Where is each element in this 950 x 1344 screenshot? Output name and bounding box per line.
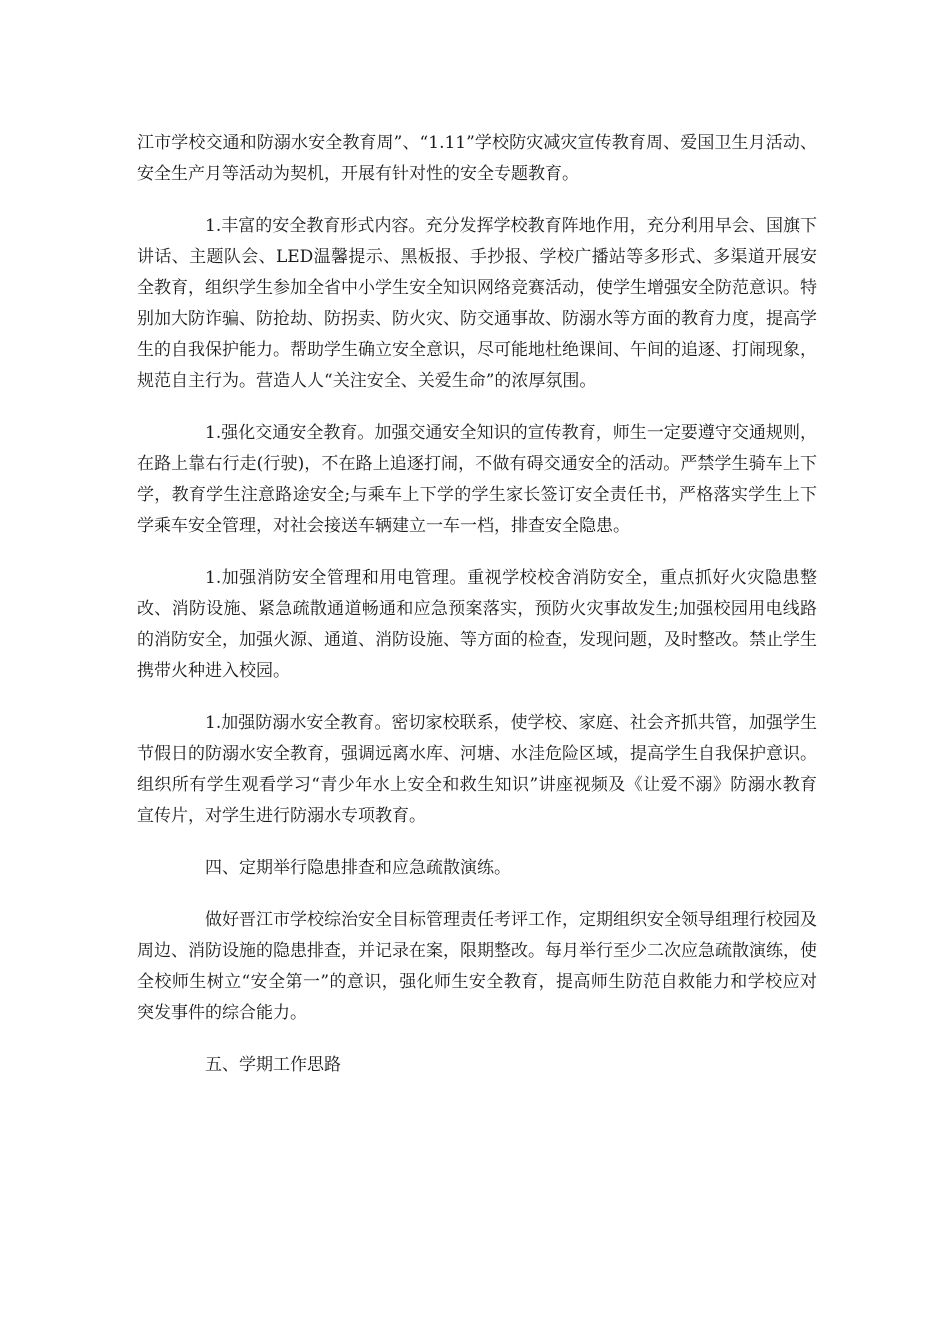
section-heading-five: 五、学期工作思路: [205, 1055, 341, 1075]
paragraph-drowning-prevention: 1.加强防溺水安全教育。密切家校联系，使学校、家庭、社会齐抓共管，加强学生节假日的防溺水安全教育，强调远离水库、河塘、水洼危险区域，提高学生自我保护意识。组织所有学生观看学习“青少年水上安全和救生知识”讲座视频及《让爱不溺》防溺水教育宣传片，对学生进行防溺水专项教育。: [137, 713, 817, 826]
paragraph-fire-safety: 1.加强消防安全管理和用电管理。重视学校校舍消防安全，重点抓好火灾隐患整改、消防设施、紧急疏散通道畅通和应急预案落实，预防火灾事故发生;加强校园用电线路的消防安全，加强火源、通道、消防设施、等方面的检查，发现问题，及时整改。禁止学生携带火种进入校园。: [137, 568, 817, 681]
paragraph-hazard-inspection: 做好晋江市学校综治安全目标管理责任考评工作，定期组织安全领导组理行校园及周边、消防设施的隐患排查，并记录在案，限期整改。每月举行至少二次应急疏散演练，使全校师生树立“安全第一”的意识，强化师生安全教育，提高师生防范自救能力和学校应对突发事件的综合能力。: [137, 910, 817, 1023]
paragraph-continuation: 江市学校交通和防溺水安全教育周”、“1.11”学校防灾减灾宣传教育周、爱国卫生月活动、安全生产月等活动为契机，开展有针对性的安全专题教育。: [137, 133, 817, 184]
document-page: [137, 128, 817, 1102]
section-heading-four: 四、定期举行隐患排查和应急疏散演练。: [205, 858, 511, 878]
paragraph-traffic-safety: 1.强化交通安全教育。加强交通安全知识的宣传教育，师生一定要遵守交通规则，在路上靠右行走(行驶)，不在路上追逐打闹，不做有碍交通安全的活动。严禁学生骑车上下学，教育学生注意路途安全;与乘车上下学的学生家长签订安全责任书，严格落实学生上下学乘车安全管理，对社会接送车辆建立一车一档，排查安全隐患。: [137, 423, 817, 536]
paragraph-safety-education-forms: 1.丰富的安全教育形式内容。充分发挥学校教育阵地作用，充分利用早会、国旗下讲话、主题队会、LED温馨提示、黑板报、手抄报、学校广播站等多形式、多渠道开展安全教育，组织学生参加全省中小学生安全知识网络竞赛活动，使学生增强安全防范意识。特别加大防诈骗、防抢劫、防拐卖、防火灾、防交通事故、防溺水等方面的教育力度，提高学生的自我保护能力。帮助学生确立安全意识，尽可能地杜绝课间、午间的追逐、打闹现象，规范自主行为。营造人人“关注安全、关爱生命”的浓厚氛围。: [137, 216, 817, 391]
